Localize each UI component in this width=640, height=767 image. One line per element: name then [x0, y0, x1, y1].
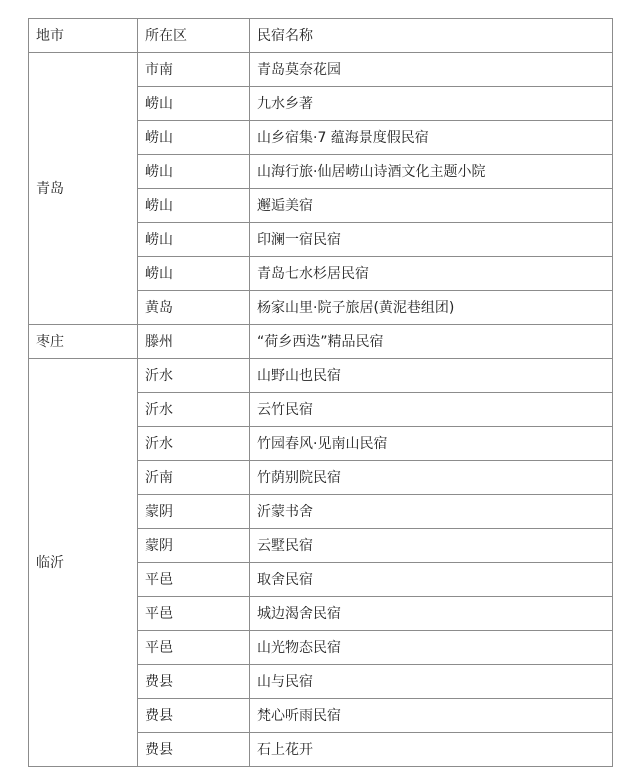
header-name: 民宿名称 [250, 19, 613, 53]
homestay-table [28, 18, 613, 767]
homestay-name-cell: 九水乡著 [250, 87, 613, 121]
homestay-name-cell: 竹园春风·见南山民宿 [250, 427, 613, 461]
homestay-name-cell: 山野山也民宿 [250, 359, 613, 393]
table-header-row [29, 19, 613, 53]
district-cell: 沂水 [138, 359, 250, 393]
district-cell: 费县 [138, 699, 250, 733]
city-cell: 枣庄 [29, 325, 138, 359]
homestay-name-cell: 城边渴舍民宿 [250, 597, 613, 631]
homestay-name-cell: 杨家山里·院子旅居(黄泥巷组团) [250, 291, 613, 325]
homestay-table-container [28, 18, 612, 767]
district-cell: 黄岛 [138, 291, 250, 325]
district-cell: 崂山 [138, 223, 250, 257]
homestay-name-cell: 山乡宿集·7 蕴海景度假民宿 [250, 121, 613, 155]
homestay-name-cell: 邂逅美宿 [250, 189, 613, 223]
district-cell: 崂山 [138, 257, 250, 291]
district-cell: 平邑 [138, 631, 250, 665]
homestay-name-cell: 梵心听雨民宿 [250, 699, 613, 733]
district-cell: 崂山 [138, 87, 250, 121]
homestay-name-cell: 石上花开 [250, 733, 613, 767]
district-cell: 沂南 [138, 461, 250, 495]
district-cell: 费县 [138, 665, 250, 699]
homestay-name-cell: 云竹民宿 [250, 393, 613, 427]
homestay-name-cell: 竹荫别院民宿 [250, 461, 613, 495]
district-cell: 滕州 [138, 325, 250, 359]
homestay-name-cell: 山光物态民宿 [250, 631, 613, 665]
header-city: 地市 [29, 19, 138, 53]
homestay-name-cell: 山海行旅·仙居崂山诗酒文化主题小院 [250, 155, 613, 189]
homestay-name-cell: 取舍民宿 [250, 563, 613, 597]
district-cell: 崂山 [138, 189, 250, 223]
homestay-name-cell: 印澜一宿民宿 [250, 223, 613, 257]
district-cell: 费县 [138, 733, 250, 767]
district-cell: 沂水 [138, 427, 250, 461]
district-cell: 市南 [138, 53, 250, 87]
table-row [29, 325, 613, 359]
district-cell: 沂水 [138, 393, 250, 427]
city-cell: 青岛 [29, 53, 138, 325]
homestay-name-cell: “荷乡西迭”精品民宿 [250, 325, 613, 359]
homestay-name-cell: 青岛七水杉居民宿 [250, 257, 613, 291]
city-cell: 临沂 [29, 359, 138, 767]
table-row [29, 53, 613, 87]
district-cell: 崂山 [138, 155, 250, 189]
district-cell: 平邑 [138, 597, 250, 631]
district-cell: 蒙阴 [138, 529, 250, 563]
district-cell: 崂山 [138, 121, 250, 155]
homestay-name-cell: 沂蒙书舍 [250, 495, 613, 529]
table-row [29, 359, 613, 393]
homestay-name-cell: 云墅民宿 [250, 529, 613, 563]
district-cell: 蒙阴 [138, 495, 250, 529]
homestay-name-cell: 青岛莫奈花园 [250, 53, 613, 87]
homestay-name-cell: 山与民宿 [250, 665, 613, 699]
district-cell: 平邑 [138, 563, 250, 597]
header-district: 所在区 [138, 19, 250, 53]
table-body [29, 19, 613, 767]
